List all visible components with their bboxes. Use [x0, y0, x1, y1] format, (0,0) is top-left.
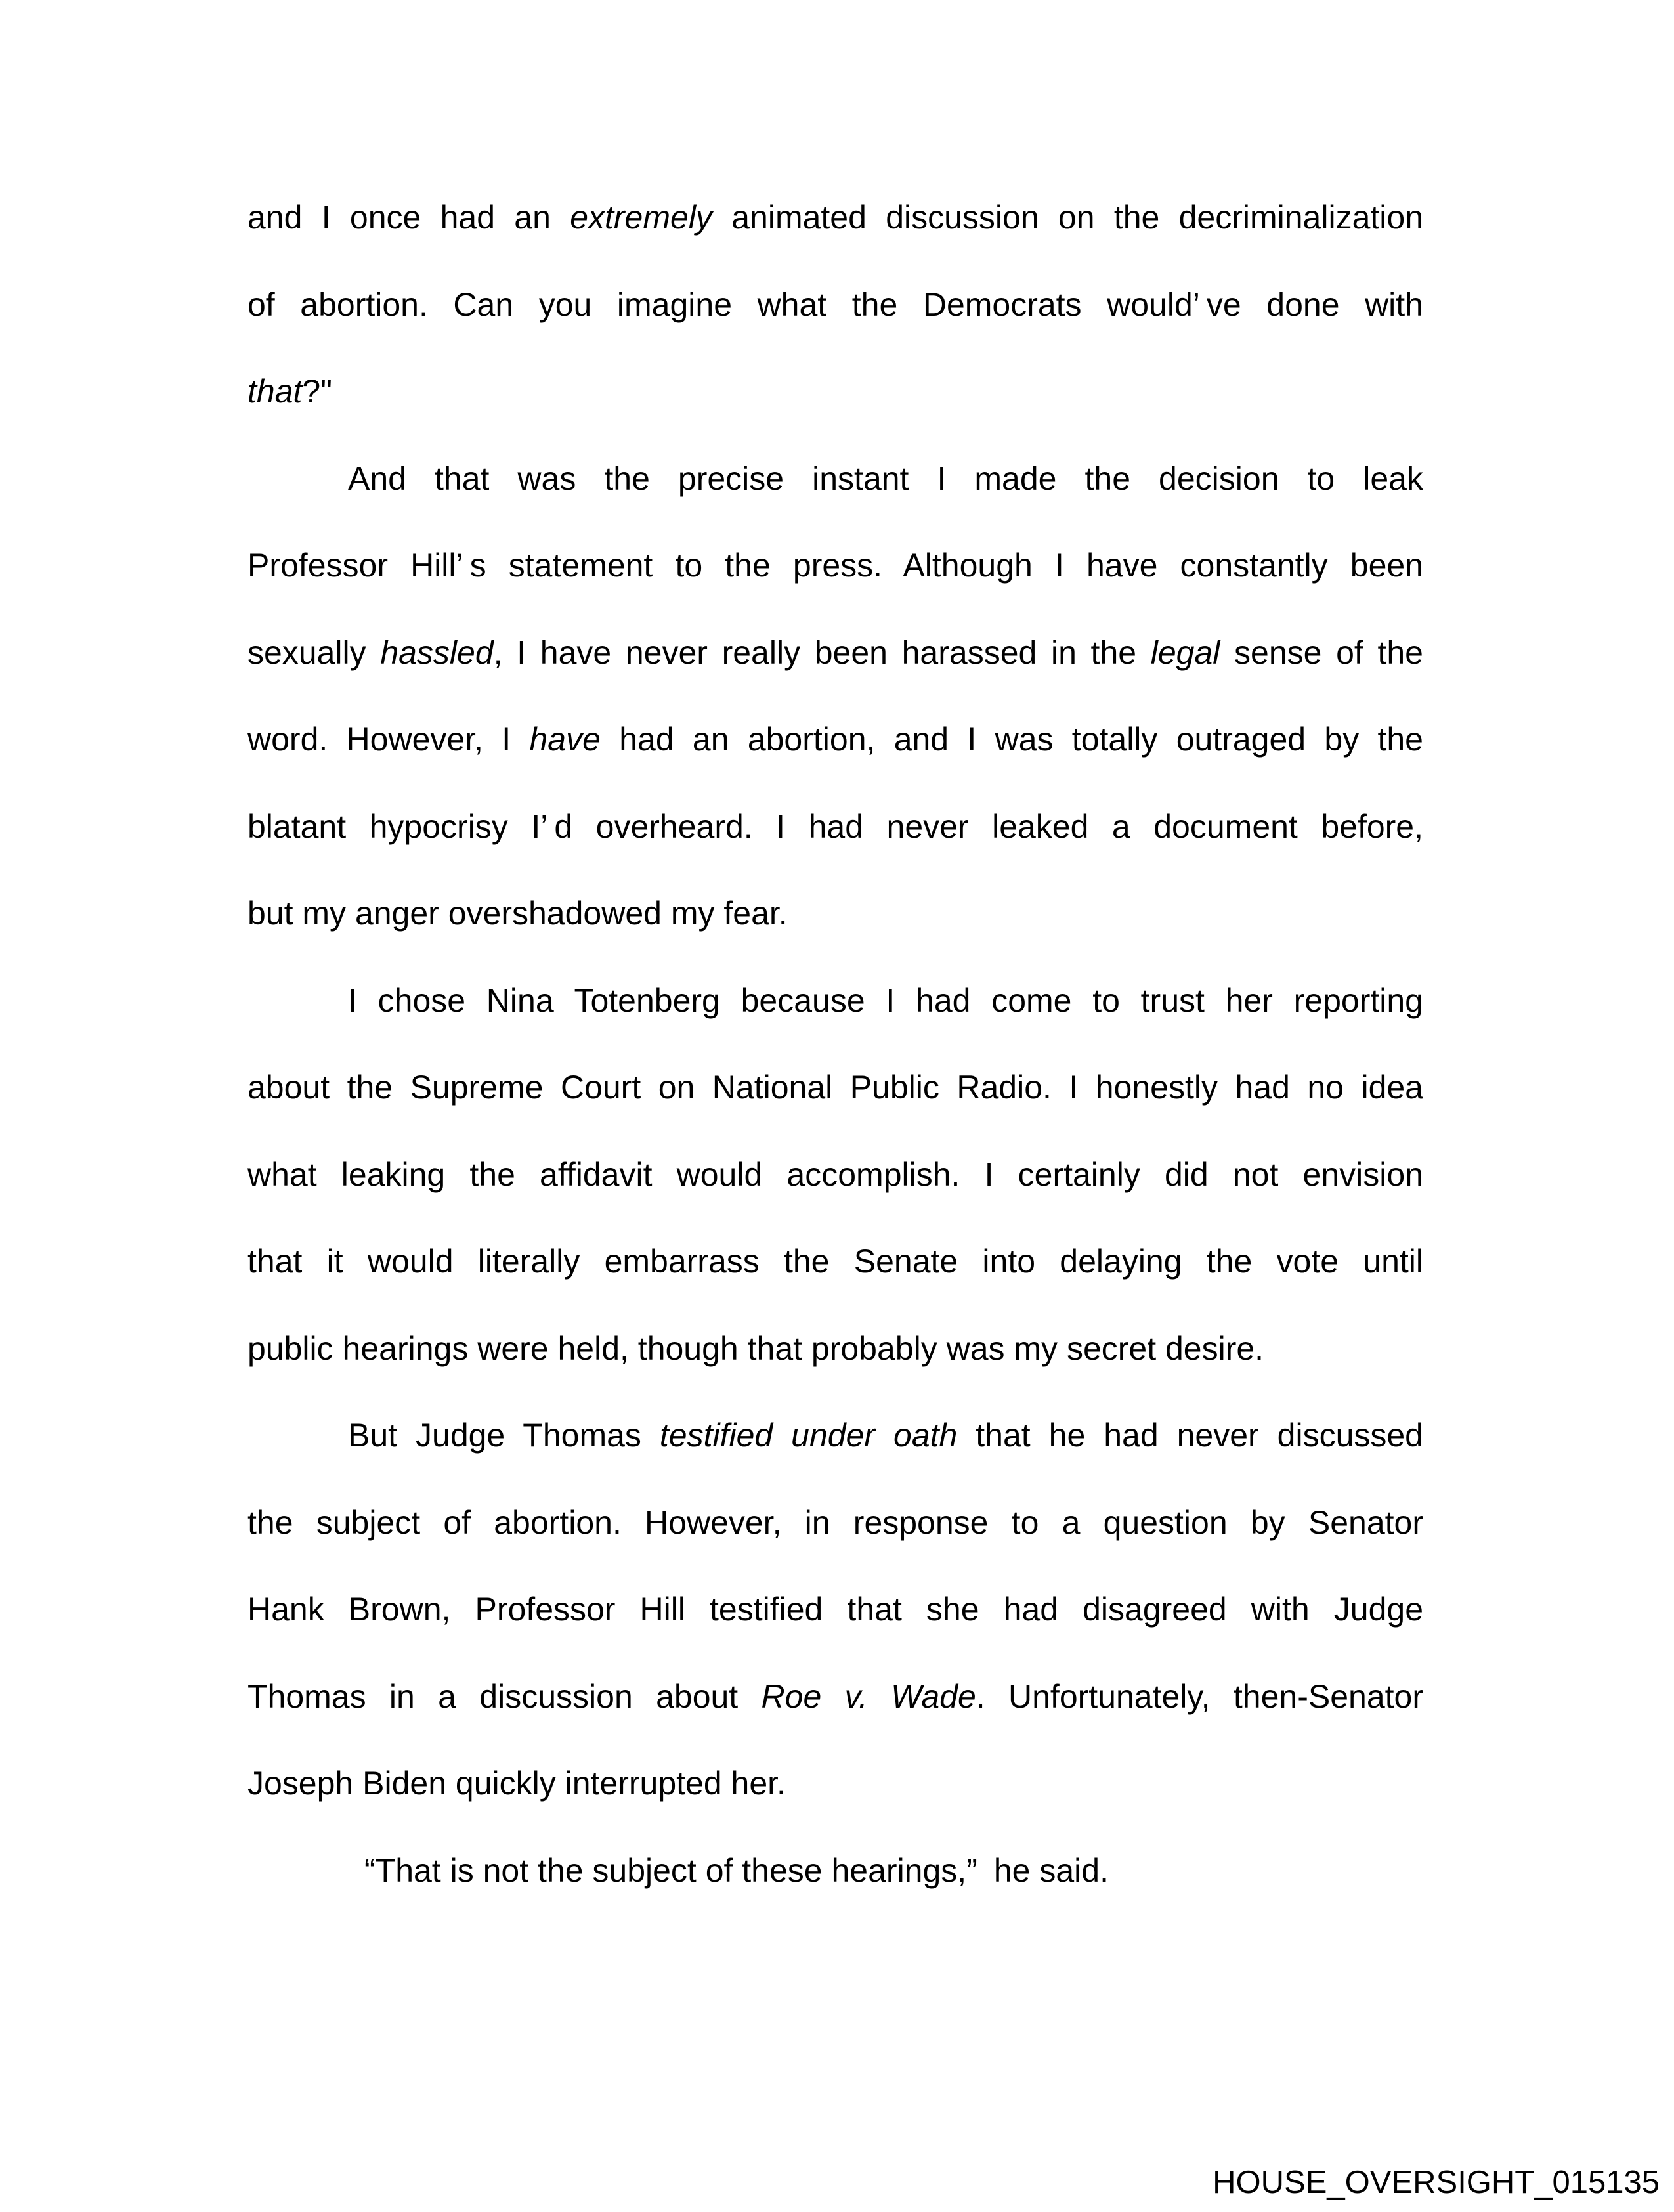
text-segment: blatant hypocrisy I’ d overheard. I had never leaked a document before,: [247, 808, 1423, 845]
text-segment: But Judge Thomas: [348, 1417, 660, 1454]
bates-stamp: HOUSE_OVERSIGHT_015135: [1213, 2165, 1660, 2200]
text-line: [247, 348, 1423, 435]
italic-text-segment: testified under oath: [659, 1417, 958, 1454]
text-segment: “That is not the subject of these hearings,” he said.: [364, 1852, 1109, 1889]
italic-text-segment: hassled: [380, 634, 494, 671]
text-segment: sense of the: [1220, 634, 1423, 671]
text-line: [247, 783, 1423, 871]
text-line: [247, 1653, 1423, 1741]
text-line: [247, 696, 1423, 783]
text-segment: of abortion. Can you imagine what the Democrats would’ ve done with: [247, 286, 1423, 323]
text-segment: Thomas in a discussion about: [247, 1678, 762, 1715]
text-line: [247, 609, 1423, 697]
text-segment: And that was the precise instant I made the decision to leak: [348, 460, 1423, 497]
text-segment: and I once had an: [247, 199, 570, 236]
text-segment: , I have never really been harassed in the: [493, 634, 1151, 671]
text-line: [247, 522, 1423, 609]
text-line: [247, 1131, 1423, 1219]
text-segment: what leaking the affidavit would accomplish. I certainly did not envision: [247, 1156, 1423, 1193]
text-line: [247, 435, 1423, 523]
text-line: [247, 174, 1423, 261]
text-line: [247, 261, 1423, 349]
text-line: [247, 1740, 1423, 1827]
text-segment: but my anger overshadowed my fear.: [247, 895, 788, 932]
text-line: [247, 1392, 1423, 1479]
text-segment: the subject of abortion. However, in response to a question by Senator: [247, 1504, 1423, 1541]
text-line: [247, 1218, 1423, 1305]
text-segment: Joseph Biden quickly interrupted her.: [247, 1765, 786, 1802]
text-line: [247, 1305, 1423, 1393]
document-body: [247, 174, 1423, 1914]
italic-text-segment: have: [529, 721, 601, 758]
text-segment: that he had never discussed: [957, 1417, 1423, 1454]
text-line: [247, 957, 1423, 1045]
text-segment: about the Supreme Court on National Public Radio. I honestly had no idea: [247, 1069, 1423, 1106]
text-line: [247, 1827, 1423, 1915]
italic-text-segment: extremely: [570, 199, 712, 236]
italic-text-segment: Roe v. Wade: [761, 1678, 976, 1715]
text-line: [247, 1479, 1423, 1567]
italic-text-segment: that: [247, 373, 303, 410]
text-segment: had an abortion, and I was totally outraged by the: [600, 721, 1423, 758]
text-line: [247, 1566, 1423, 1653]
italic-text-segment: legal: [1150, 634, 1220, 671]
text-segment: sexually: [247, 634, 381, 671]
text-line: [247, 1044, 1423, 1131]
text-segment: . Unfortunately, then-Senator: [976, 1678, 1423, 1715]
text-segment: ?": [302, 373, 332, 410]
text-segment: I chose Nina Totenberg because I had come to trust her reporting: [348, 982, 1423, 1019]
text-segment: Professor Hill’ s statement to the press. Although I have constantly been: [247, 547, 1423, 584]
text-segment: that it would literally embarrass the Senate into delaying the vote until: [247, 1243, 1423, 1280]
text-segment: animated discussion on the decriminalization: [712, 199, 1424, 236]
text-segment: Hank Brown, Professor Hill testified that she had disagreed with Judge: [247, 1591, 1423, 1628]
text-line: [247, 870, 1423, 957]
text-segment: public hearings were held, though that probably was my secret desire.: [247, 1330, 1264, 1367]
text-segment: word. However, I: [247, 721, 530, 758]
